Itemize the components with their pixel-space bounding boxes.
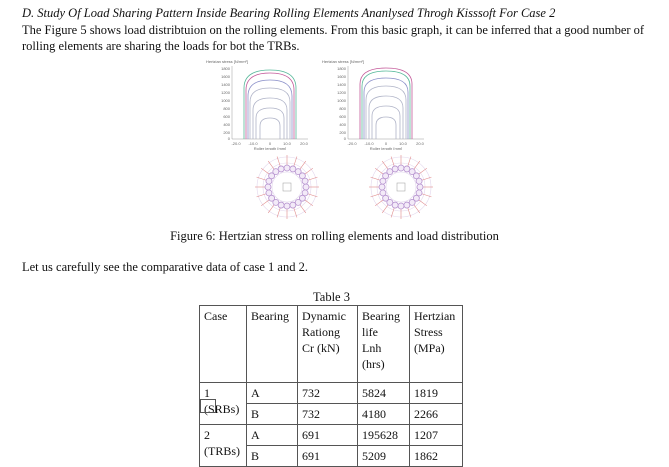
comparison-table	[199, 305, 463, 467]
roller	[380, 190, 386, 196]
x-tick: 10.0	[399, 141, 407, 146]
life-cell: 5209	[358, 446, 410, 467]
y-tick: 0	[343, 136, 346, 141]
y-tick: 1800	[337, 66, 346, 71]
y-tick: 1400	[337, 82, 346, 87]
y-tick: 800	[339, 106, 346, 111]
y-tick: 800	[223, 106, 230, 111]
case-cell: 1 (SRBs)	[200, 383, 247, 425]
figure-caption: Figure 6: Hertzian stress on rolling elements and load distribution	[170, 229, 499, 243]
x-tick: 10.0	[283, 141, 291, 146]
roller	[392, 166, 398, 172]
y-ticks	[221, 66, 231, 141]
hub-marker	[283, 183, 291, 191]
bearing-cell: A	[247, 383, 298, 404]
guide-circle	[272, 172, 302, 202]
y-tick: 400	[223, 122, 230, 127]
life-cell: 5824	[358, 383, 410, 404]
bearing-cell: B	[247, 404, 298, 425]
header-dynamic-rating: Dynamic Rationg Cr (kN)	[298, 306, 358, 383]
header-row	[200, 306, 463, 383]
bearing-diagram-right	[366, 152, 436, 222]
bearing-cell: A	[247, 425, 298, 446]
x-tick: 20.0	[300, 141, 308, 146]
y-tick: 600	[339, 114, 346, 119]
table-row	[200, 425, 463, 446]
y-tick: 400	[339, 122, 346, 127]
cr-cell: 691	[298, 425, 358, 446]
y-tick: 200	[339, 130, 346, 135]
x-axis-label: Roller length [mm]	[369, 146, 403, 150]
roller	[284, 165, 290, 171]
stress-chart-left	[200, 58, 310, 150]
lead-text: Let us carefully see the comparative data of case 1 and 2.	[22, 260, 308, 274]
hub-marker	[397, 183, 405, 191]
x-tick: 20.0	[416, 141, 424, 146]
header-hertzian-stress: Hertzian Stress (MPa)	[410, 306, 463, 383]
y-tick: 1000	[221, 98, 230, 103]
x-tick: 0	[268, 141, 272, 146]
y-tick: 0	[227, 136, 230, 141]
section-heading: D. Study Of Load Sharing Pattern Inside Bearing Rolling Elements Ananlysed Throgh Kisssoft For Case 2	[22, 6, 556, 20]
stress-cell: 1862	[410, 446, 463, 467]
roller-ring	[265, 165, 309, 209]
header-bearing: Bearing	[247, 306, 298, 383]
cr-cell: 732	[298, 383, 358, 404]
x-tick: -20.0	[347, 141, 357, 146]
stress-chart-right	[316, 58, 426, 150]
roller	[302, 178, 308, 184]
roller-ring	[379, 165, 423, 209]
y-axis-label: Hertzian stress [N/mm²]	[322, 59, 365, 64]
y-tick: 600	[223, 114, 230, 119]
roller	[266, 190, 272, 196]
cr-cell: 732	[298, 404, 358, 425]
y-tick: 1800	[221, 66, 230, 71]
stress-curves	[360, 68, 412, 139]
x-tick: -20.0	[231, 141, 241, 146]
table-caption: Table 3	[313, 290, 350, 304]
x-axis-label: Roller length [mm]	[253, 146, 287, 150]
stress-curves	[244, 70, 296, 139]
stress-cell: 1207	[410, 425, 463, 446]
table-row	[200, 383, 463, 404]
stress-cell: 2266	[410, 404, 463, 425]
bearing-box-decor	[200, 399, 216, 413]
roller	[284, 203, 290, 209]
roller	[290, 202, 296, 208]
roller	[303, 184, 309, 190]
bearing-diagram-left	[252, 152, 322, 222]
bearing-cell: B	[247, 446, 298, 467]
roller	[417, 184, 423, 190]
y-ticks	[337, 66, 347, 141]
roller	[398, 203, 404, 209]
y-axis-label: Hertzian stress [N/mm²]	[206, 59, 249, 64]
roller	[265, 184, 271, 190]
header-bearing-life: Bearing life Lnh (hrs)	[358, 306, 410, 383]
stress-cell: 1819	[410, 383, 463, 404]
body-paragraph: The Figure 5 shows load distribtuion on the rolling elements. From this basic graph, it can be inferred that a good number of rolling elements are sharing the loads for bot the TRBs.	[22, 23, 645, 53]
y-tick: 1600	[221, 74, 230, 79]
y-tick: 1000	[337, 98, 346, 103]
roller	[379, 184, 385, 190]
roller	[416, 178, 422, 184]
life-cell: 4180	[358, 404, 410, 425]
x-tick: -10.0	[248, 141, 258, 146]
roller	[398, 165, 404, 171]
x-tick: -10.0	[364, 141, 374, 146]
y-tick: 1200	[337, 90, 346, 95]
y-tick: 1600	[337, 74, 346, 79]
case-cell: 2 (TRBs)	[200, 425, 247, 467]
y-tick: 1200	[221, 90, 230, 95]
roller	[404, 202, 410, 208]
x-tick: 0	[384, 141, 388, 146]
guide-circle	[386, 172, 416, 202]
y-tick: 200	[223, 130, 230, 135]
life-cell: 195628	[358, 425, 410, 446]
roller	[278, 166, 284, 172]
y-tick: 1400	[221, 82, 230, 87]
cr-cell: 691	[298, 446, 358, 467]
header-case: Case	[200, 306, 247, 383]
